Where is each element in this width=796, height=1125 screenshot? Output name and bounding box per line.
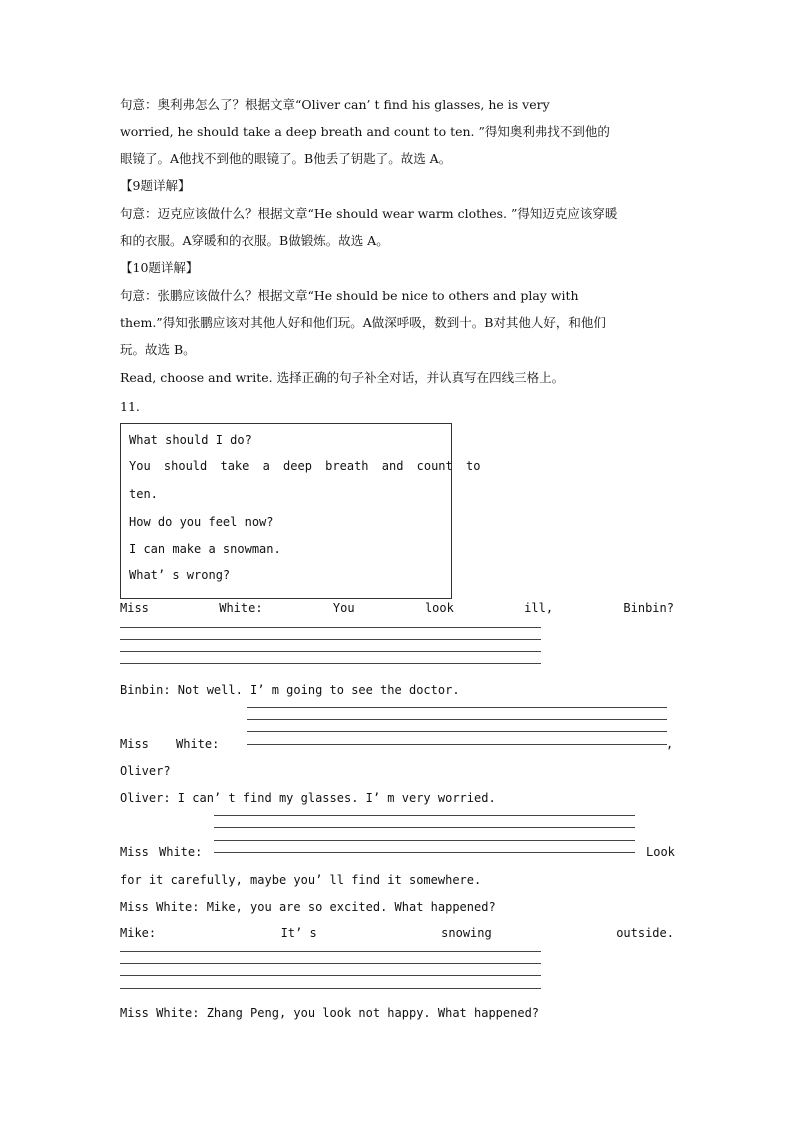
dialogue-line-5-cont: for it carefully, maybe you’ ll find it somewhere.: [120, 873, 482, 887]
question-number: 11.: [120, 399, 140, 414]
word: outside.: [616, 926, 674, 940]
heading-q9: 【9题详解】: [120, 178, 191, 193]
dialogue-line-2: Binbin: Not well. I’ m going to see the doctor.: [120, 683, 460, 697]
option-item: How do you feel now?: [129, 515, 274, 529]
dialogue-line-4: Oliver: I can’ t find my glasses. I’ m very worried.: [120, 791, 496, 805]
option-item: [129, 459, 481, 473]
word: White:: [219, 601, 263, 615]
analysis-q9-line2: 和的衣服。A穿暖和的衣服。B做锻炼。故选 A。: [120, 233, 389, 248]
option-item: ten.: [129, 487, 158, 501]
analysis-q8-line1: 句意：奥利弗怎么了？根据文章“Oliver can’ t find his glasses, he is very: [120, 97, 550, 112]
analysis-q10-line3: 玩。故选 B。: [120, 342, 196, 357]
dialogue-line-7: [120, 926, 674, 940]
option-item: What’ s wrong?: [129, 568, 231, 582]
dialogue-line-3-cont: Oliver?: [120, 764, 171, 778]
speaker-label: Miss: [120, 845, 149, 859]
analysis-q8-line2: worried, he should take a deep breath and count to ten. ”得知奥利弗找不到他的: [120, 124, 610, 139]
heading-q10: 【10题详解】: [120, 260, 199, 275]
analysis-q10-line2: them.”得知张鹏应该对其他人好和他们玩。A做深呼吸，数到十。B对其他人好，和他们: [120, 315, 606, 330]
word: look: [424, 601, 454, 615]
word: Binbin?: [623, 601, 674, 615]
dialogue-line-8: Miss White: Zhang Peng, you look not happy. What happened?: [120, 1006, 540, 1020]
dialogue-word: Look: [646, 845, 675, 859]
analysis-q10-line1: 句意：张鹏应该做什么？根据文章“He should be nice to others and play with: [120, 288, 579, 303]
word: snowing: [441, 926, 492, 940]
speaker-label: White:: [159, 845, 203, 859]
option-text: You should take a deep breath and count to: [129, 459, 481, 473]
word: ill,: [524, 601, 554, 615]
dialogue-line-6: Miss White: Mike, you are so excited. What happened?: [120, 900, 496, 914]
option-item: I can make a snowman.: [129, 542, 281, 556]
speaker-label: Miss: [120, 737, 149, 751]
speaker-label: White:: [176, 737, 220, 751]
word: You: [332, 601, 355, 615]
word: It’ s: [280, 926, 317, 940]
analysis-q9-line1: 句意：迈克应该做什么？根据文章“He should wear warm clothes. ”得知迈克应该穿暖: [120, 206, 618, 221]
word: Miss: [120, 601, 149, 615]
task-instruction: Read, choose and write. 选择正确的句子补全对话，并认真写在四线三格上。: [120, 370, 565, 385]
dialogue-line-1: [120, 601, 674, 615]
word: Mike:: [120, 926, 157, 940]
analysis-q8-line3: 眼镜了。A他找不到他的眼镜了。B他丢了钥匙了。故选 A。: [120, 151, 452, 166]
option-item: What should I do?: [129, 433, 252, 447]
punctuation: ,: [666, 737, 674, 751]
